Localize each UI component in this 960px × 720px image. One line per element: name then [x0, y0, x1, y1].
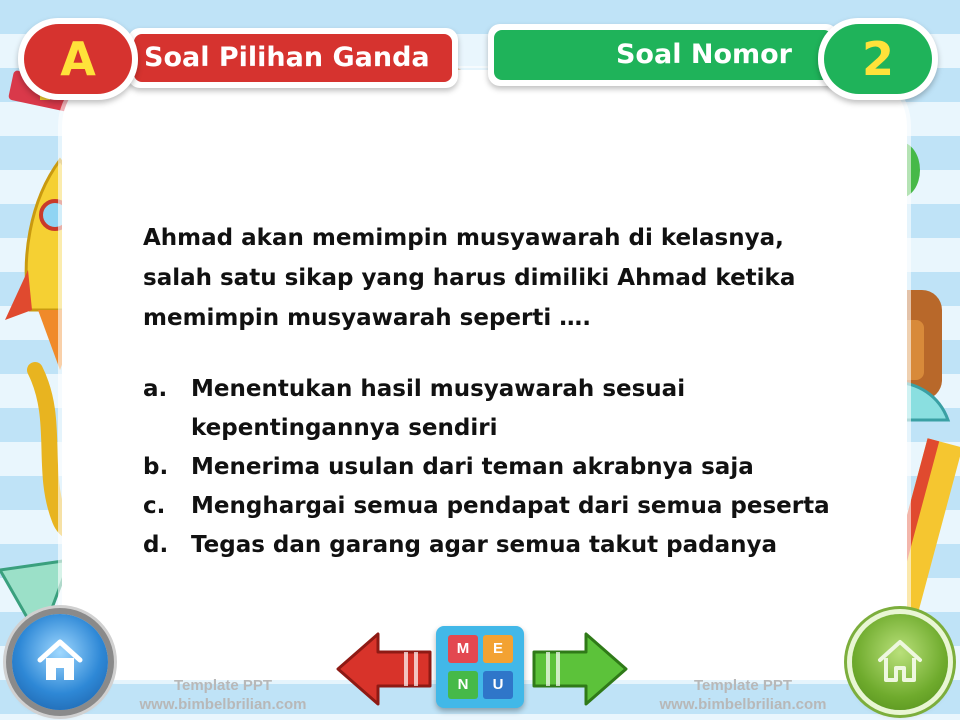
question-number-banner	[488, 24, 838, 86]
arrow-right-icon	[534, 634, 626, 704]
home-icon	[34, 634, 86, 686]
home-icon	[874, 634, 926, 686]
option-letter: b.	[143, 454, 169, 480]
question-number-badge	[818, 18, 938, 100]
watermark-line2: www.bimbelbrilian.com	[139, 696, 307, 713]
option-letter: d.	[143, 532, 169, 558]
next-button[interactable]	[530, 630, 630, 708]
option-c[interactable]	[143, 487, 863, 526]
option-a[interactable]	[143, 370, 863, 448]
option-text: Menghargai semua pendapat dari semua peserta	[191, 493, 830, 519]
section-title: Soal Pilihan Ganda	[134, 34, 452, 82]
section-letter-badge	[18, 18, 138, 100]
option-text: Menerima usulan dari teman akrabnya saja	[191, 454, 754, 480]
watermark-line1: Template PPT	[693, 677, 793, 694]
option-d[interactable]	[143, 526, 863, 565]
watermark-line1: Template PPT	[173, 677, 273, 694]
menu-button[interactable]	[436, 626, 524, 708]
question-number-label: Soal Nomor	[494, 30, 832, 80]
menu-tile-e: E	[483, 635, 513, 663]
section-title-banner	[128, 28, 458, 88]
option-b[interactable]	[143, 448, 863, 487]
watermark-left	[128, 676, 318, 714]
arrow-left-icon	[338, 634, 430, 704]
option-letter: c.	[143, 493, 166, 519]
menu-tile-m: M	[448, 635, 478, 663]
prev-button[interactable]	[334, 630, 434, 708]
answer-options	[143, 370, 863, 565]
option-text: Tegas dan garang agar semua takut padanya	[191, 532, 778, 558]
section-letter: A	[24, 24, 132, 94]
option-letter: a.	[143, 376, 168, 402]
home-button-left[interactable]	[12, 614, 108, 710]
menu-tile-n: N	[448, 671, 478, 699]
question-number-value: 2	[824, 24, 932, 94]
option-text: Menentukan hasil musyawarah sesuai kepentingannya sendiri	[191, 376, 686, 441]
home-button-right[interactable]	[852, 614, 948, 710]
watermark-right	[648, 676, 838, 714]
watermark-line2: www.bimbelbrilian.com	[659, 696, 827, 713]
question-text: Ahmad akan memimpin musyawarah di kelasnya, salah satu sikap yang harus dimiliki Ahmad ketika memimpin musyawarah seperti ….	[143, 225, 796, 331]
menu-tile-u: U	[483, 671, 513, 699]
